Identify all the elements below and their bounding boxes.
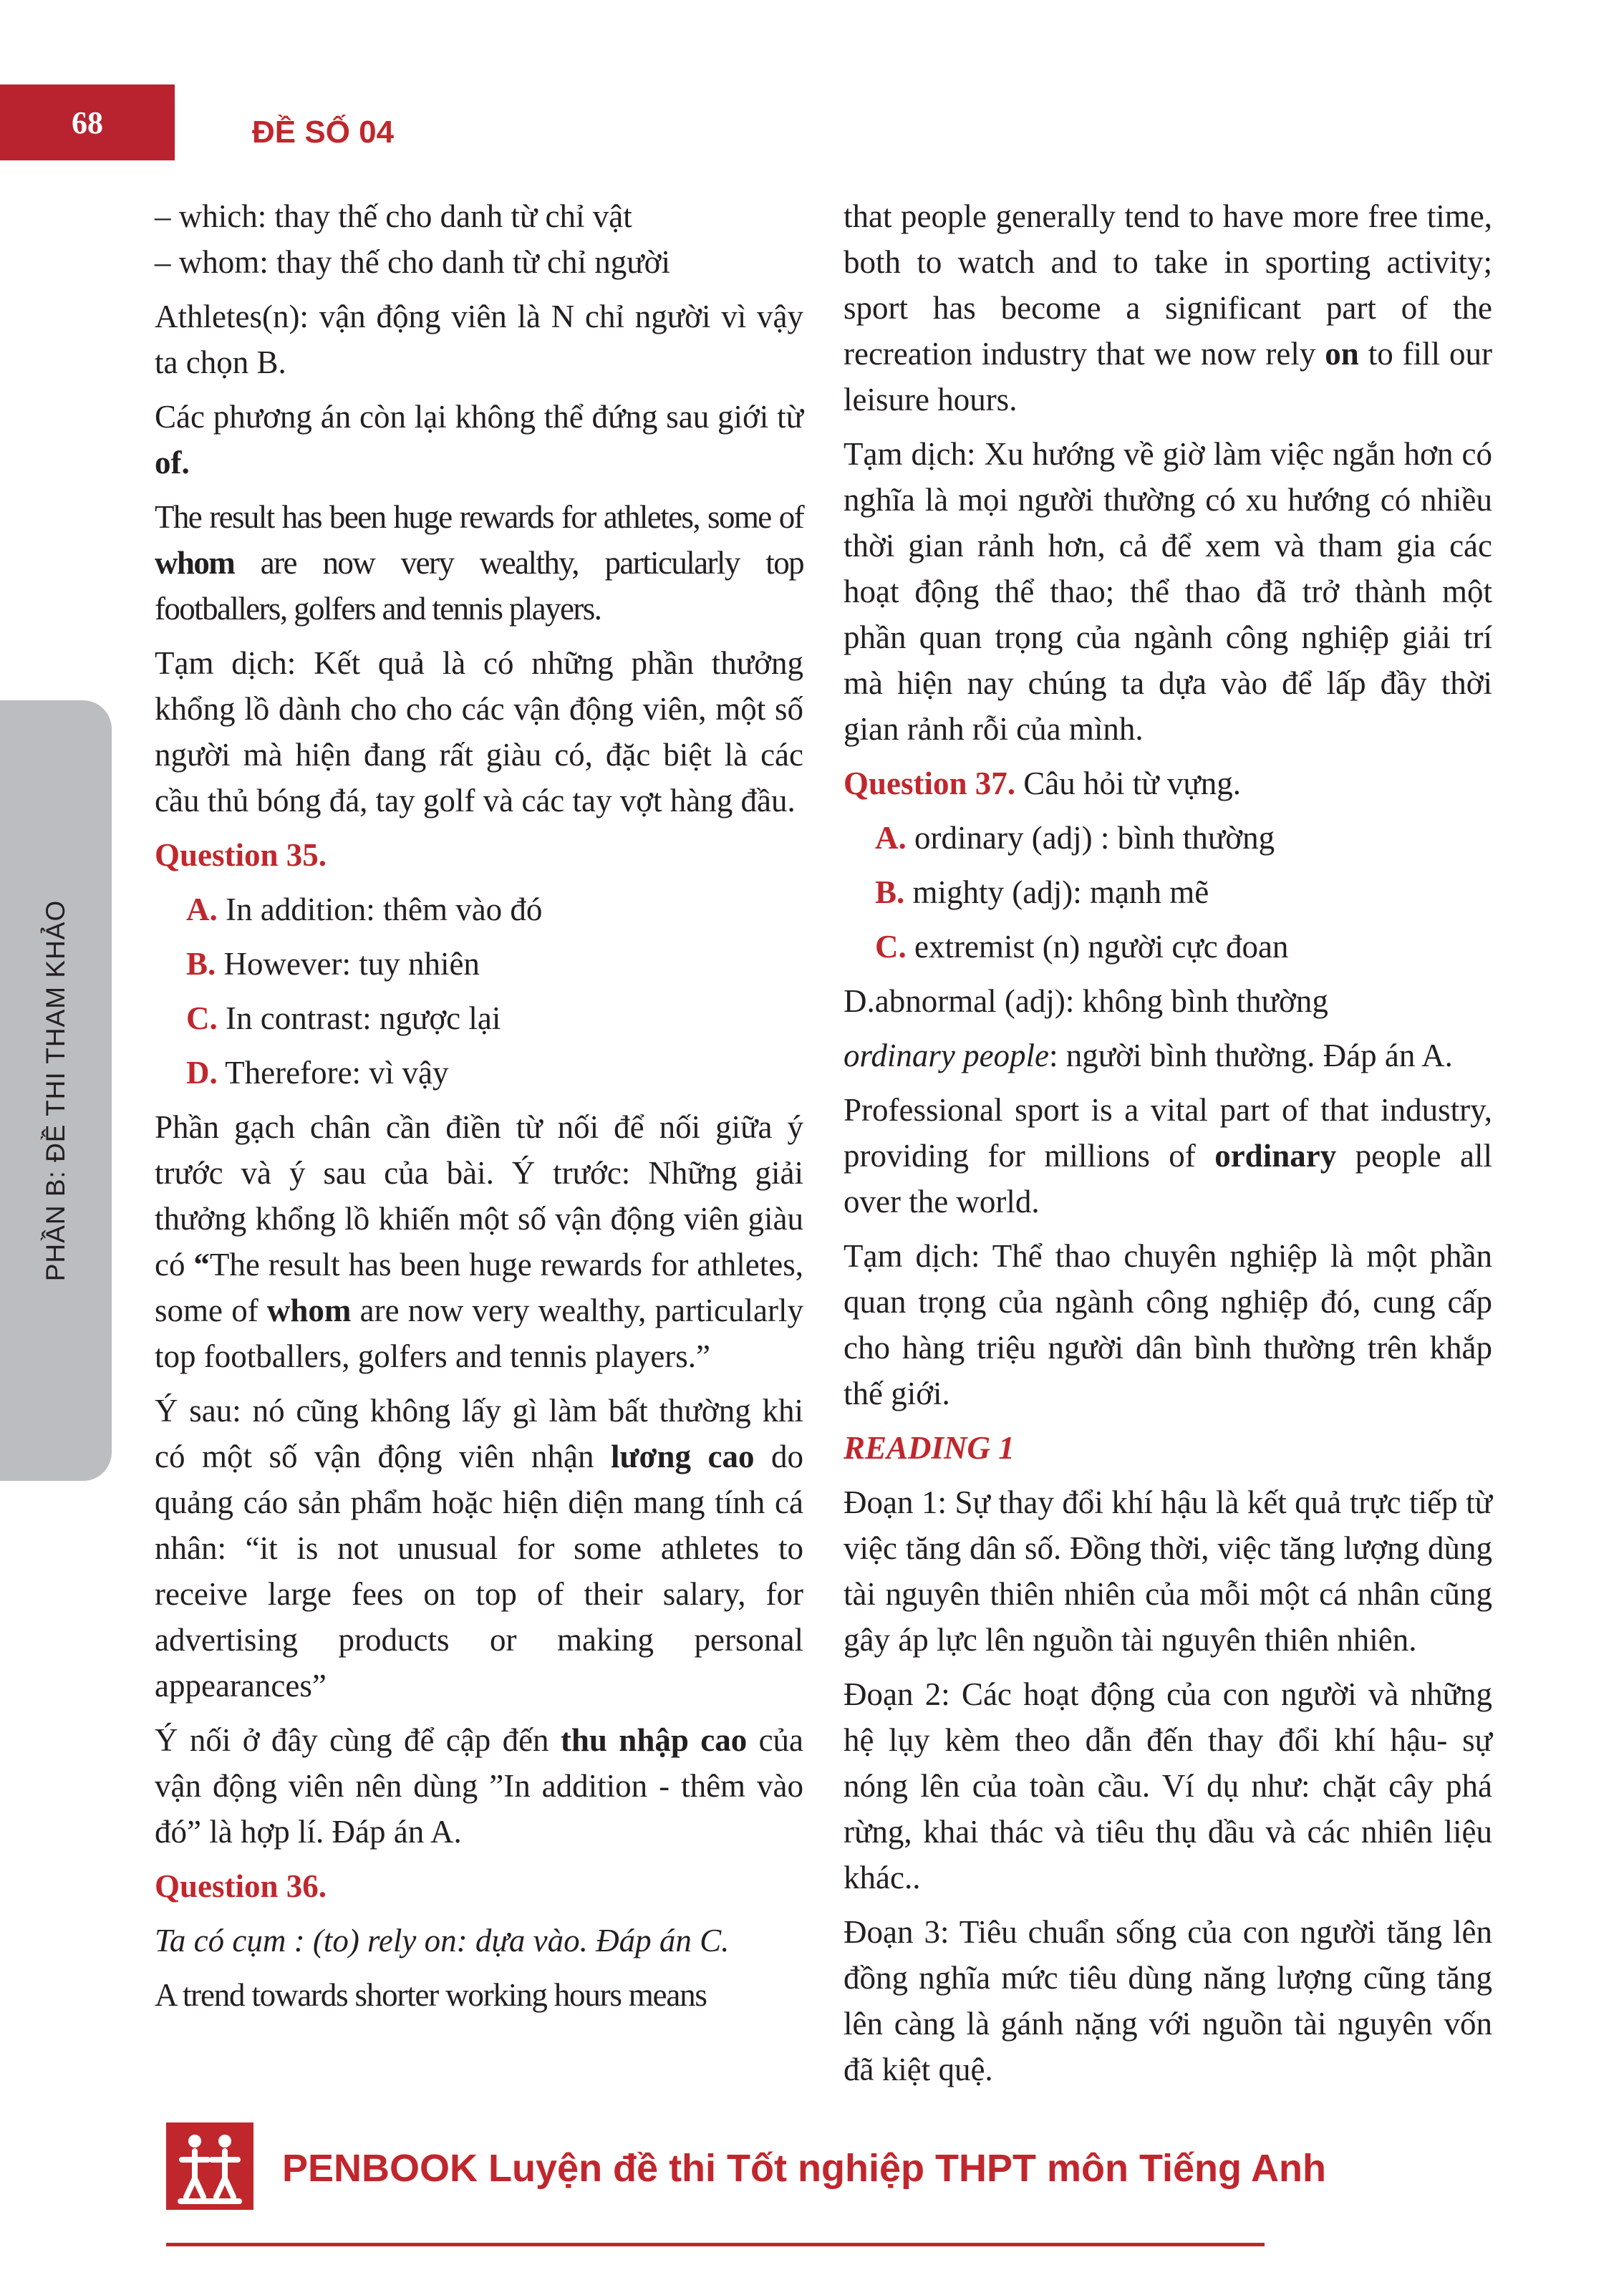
passage-quote [844, 1087, 1492, 1225]
penbook-logo-icon [166, 2122, 253, 2210]
other-options-note [155, 394, 803, 486]
translation: Tạm dịch: Thể thao chuyên nghiệp là một phần quan trọng của ngành công nghiệp đó, cung cấp cho hàng triệu người dân bình thường trên khắp thế giới. [844, 1238, 1492, 1411]
text: are now very wealthy, particularly top footballers, golfers and tennis players. [155, 545, 803, 627]
option-c [155, 995, 803, 1041]
option-letter: B. [186, 946, 216, 982]
option-text: In addition: thêm vào đó [217, 892, 543, 927]
left-column [155, 193, 803, 2027]
explanation-after [155, 1388, 803, 1709]
option-d: D.abnormal (adj): không bình thường [844, 983, 1328, 1019]
translation: Tạm dịch: Kết quả là có những phần thưởng khổng lồ dành cho cho các vận động viên, một số người mà hiện đang rất giàu có, đặc biệt là các cầu thủ bóng đá, tay golf và các tay vợt hàng đầu. [155, 645, 803, 818]
question-37-heading [844, 760, 1492, 806]
text: của vận động viên nên dùng ”In addition - thêm vào đó” là hợp lí. Đáp án A. [155, 1722, 804, 1850]
passage-quote [155, 494, 803, 632]
text: The result has been huge rewards for athletes, some of [155, 499, 803, 535]
section-title: ĐỀ SỐ 04 [252, 115, 395, 150]
text: people all over the world. [844, 1138, 1492, 1219]
pronoun-which-line: – which: thay thế cho danh từ chỉ vật [155, 198, 632, 234]
text: Ý nối ở đây cùng để cập đến [155, 1722, 561, 1758]
option-letter: A. [875, 820, 907, 856]
passage-quote: A trend towards shorter working hours means [155, 1977, 707, 2013]
option-letter: B. [875, 874, 905, 910]
answer-note [844, 1033, 1492, 1078]
option-text: However: tuy nhiên [216, 946, 480, 982]
text: : người bình thường. Đáp án A. [1049, 1038, 1453, 1073]
question-35-heading: Question 35. [155, 837, 327, 873]
bold-term: of. [155, 445, 190, 480]
bold-term: ordinary [1214, 1138, 1337, 1174]
page-number: 68 [0, 84, 175, 160]
text: to fill our leisure hours. [844, 336, 1492, 417]
option-c [844, 924, 1492, 970]
option-b [155, 941, 803, 987]
bold-term: thu nhập cao [560, 1722, 748, 1758]
option-b [844, 869, 1492, 915]
option-text: mighty (adj): mạnh mẽ [904, 874, 1209, 910]
text: that people generally tend to have more free time, both to watch and to take in sporting activity; sport has become a significant part of the recreation industry that we now rely [844, 198, 1492, 372]
option-letter: C. [875, 929, 907, 965]
option-text: In contrast: ngược lại [217, 1000, 501, 1036]
option-text: Therefore: vì vậy [217, 1055, 449, 1091]
text: Câu hỏi từ vựng. [1015, 765, 1242, 801]
phrase-note: Ta có cụm : (to) rely on: dựa vào. Đáp án C. [155, 1923, 730, 1958]
text: Các phương án còn lại không thể đứng sau giới từ [155, 399, 803, 435]
question-36-heading: Question 36. [155, 1868, 327, 1904]
passage-quote [844, 193, 1492, 422]
bold-term: whom [155, 545, 235, 581]
option-text: extremist (n) người cực đoan [906, 929, 1289, 965]
footer-title: PENBOOK Luyện đề thi Tốt nghiệp THPT môn Tiếng Anh [282, 2147, 1326, 2190]
paragraph-summary-1: Đoạn 1: Sự thay đổi khí hậu là kết quả trực tiếp từ việc tăng dân số. Đồng thời, việc tăng lượng dùng tài nguyên thiên nhiên của mỗi một cá nhân cũng gây áp lực lên nguồn tài nguyên thiên nhiên. [844, 1484, 1492, 1658]
bold-term: whom [266, 1293, 352, 1328]
bold-quote-mark: “ [193, 1247, 210, 1283]
option-a [155, 887, 803, 932]
explanation-before [155, 1104, 803, 1379]
right-column [844, 193, 1492, 2101]
paragraph-summary-2: Đoạn 2: Các hoạt động của con người và những hệ lụy kèm theo dẫn đến thay đổi khí hậu- sự nóng lên của toàn cầu. Ví dụ như: chặt cây phá rừng, khai thác và tiêu thụ dầu và các nhiên liệu khác.. [844, 1676, 1492, 1895]
explanation-conclusion [155, 1717, 803, 1855]
footer-divider [166, 2243, 1265, 2246]
text: The result has been huge rewards for athletes, some of [155, 1247, 803, 1328]
option-letter: C. [186, 1000, 218, 1036]
side-tab-label: PHẦN B: ĐỀ THI THAM KHẢO [41, 899, 70, 1282]
bold-term: on [1325, 336, 1359, 372]
text: Phần gạch chân cần điền từ nối để nối giữa ý trước và ý sau của bài. Ý trước: Những giải thưởng khổng lồ khiến một số vận động viên giàu có [155, 1109, 803, 1283]
athletes-explanation: Athletes(n): vận động viên là N chỉ người vì vậy ta chọn B. [155, 299, 803, 380]
text: are now very wealthy, particularly top footballers, golfers and tennis players.” [155, 1293, 803, 1374]
option-a [844, 815, 1492, 861]
option-d [155, 1050, 803, 1096]
paragraph-summary-3: Đoạn 3: Tiêu chuẩn sống của con người tăng lên đồng nghĩa mức tiêu dùng năng lượng cũng tăng lên càng là gánh nặng với nguồn tài nguyên vốn đã kiệt quệ. [844, 1914, 1492, 2087]
italic-term: ordinary people [844, 1038, 1050, 1073]
option-letter: D. [186, 1055, 218, 1091]
text: do quảng cáo sản phẩm hoặc hiện diện mang tính cá nhân: “it is not unusual for some athletes to receive large fees on top of their salary, for advertising products or making personal appearances” [155, 1439, 803, 1704]
text: Ý sau: nó cũng không lấy gì làm bất thường khi có một số vận động viên nhận [155, 1393, 803, 1474]
reading-heading: READING 1 [844, 1430, 1015, 1466]
pronoun-whom-line: – whom: thay thế cho danh từ chỉ người [155, 244, 670, 280]
text: Professional sport is a vital part of that industry, providing for millions of [844, 1092, 1492, 1174]
option-text: ordinary (adj) : bình thường [906, 820, 1275, 856]
question-label: Question 37. [844, 765, 1016, 801]
bold-term: lương cao [611, 1439, 755, 1474]
option-letter: A. [186, 892, 218, 927]
translation: Tạm dịch: Xu hướng về giờ làm việc ngắn hơn có nghĩa là mọi người thường có xu hướng có nhiều thời gian rảnh hơn, cả để xem và tham gia các hoạt động thể thao; thể thao đã trở thành một phần quan trọng của ngành công nghiệp giải trí mà hiện nay chúng ta dựa vào để lấp đầy thời gian rảnh rỗi của mình. [844, 436, 1492, 747]
